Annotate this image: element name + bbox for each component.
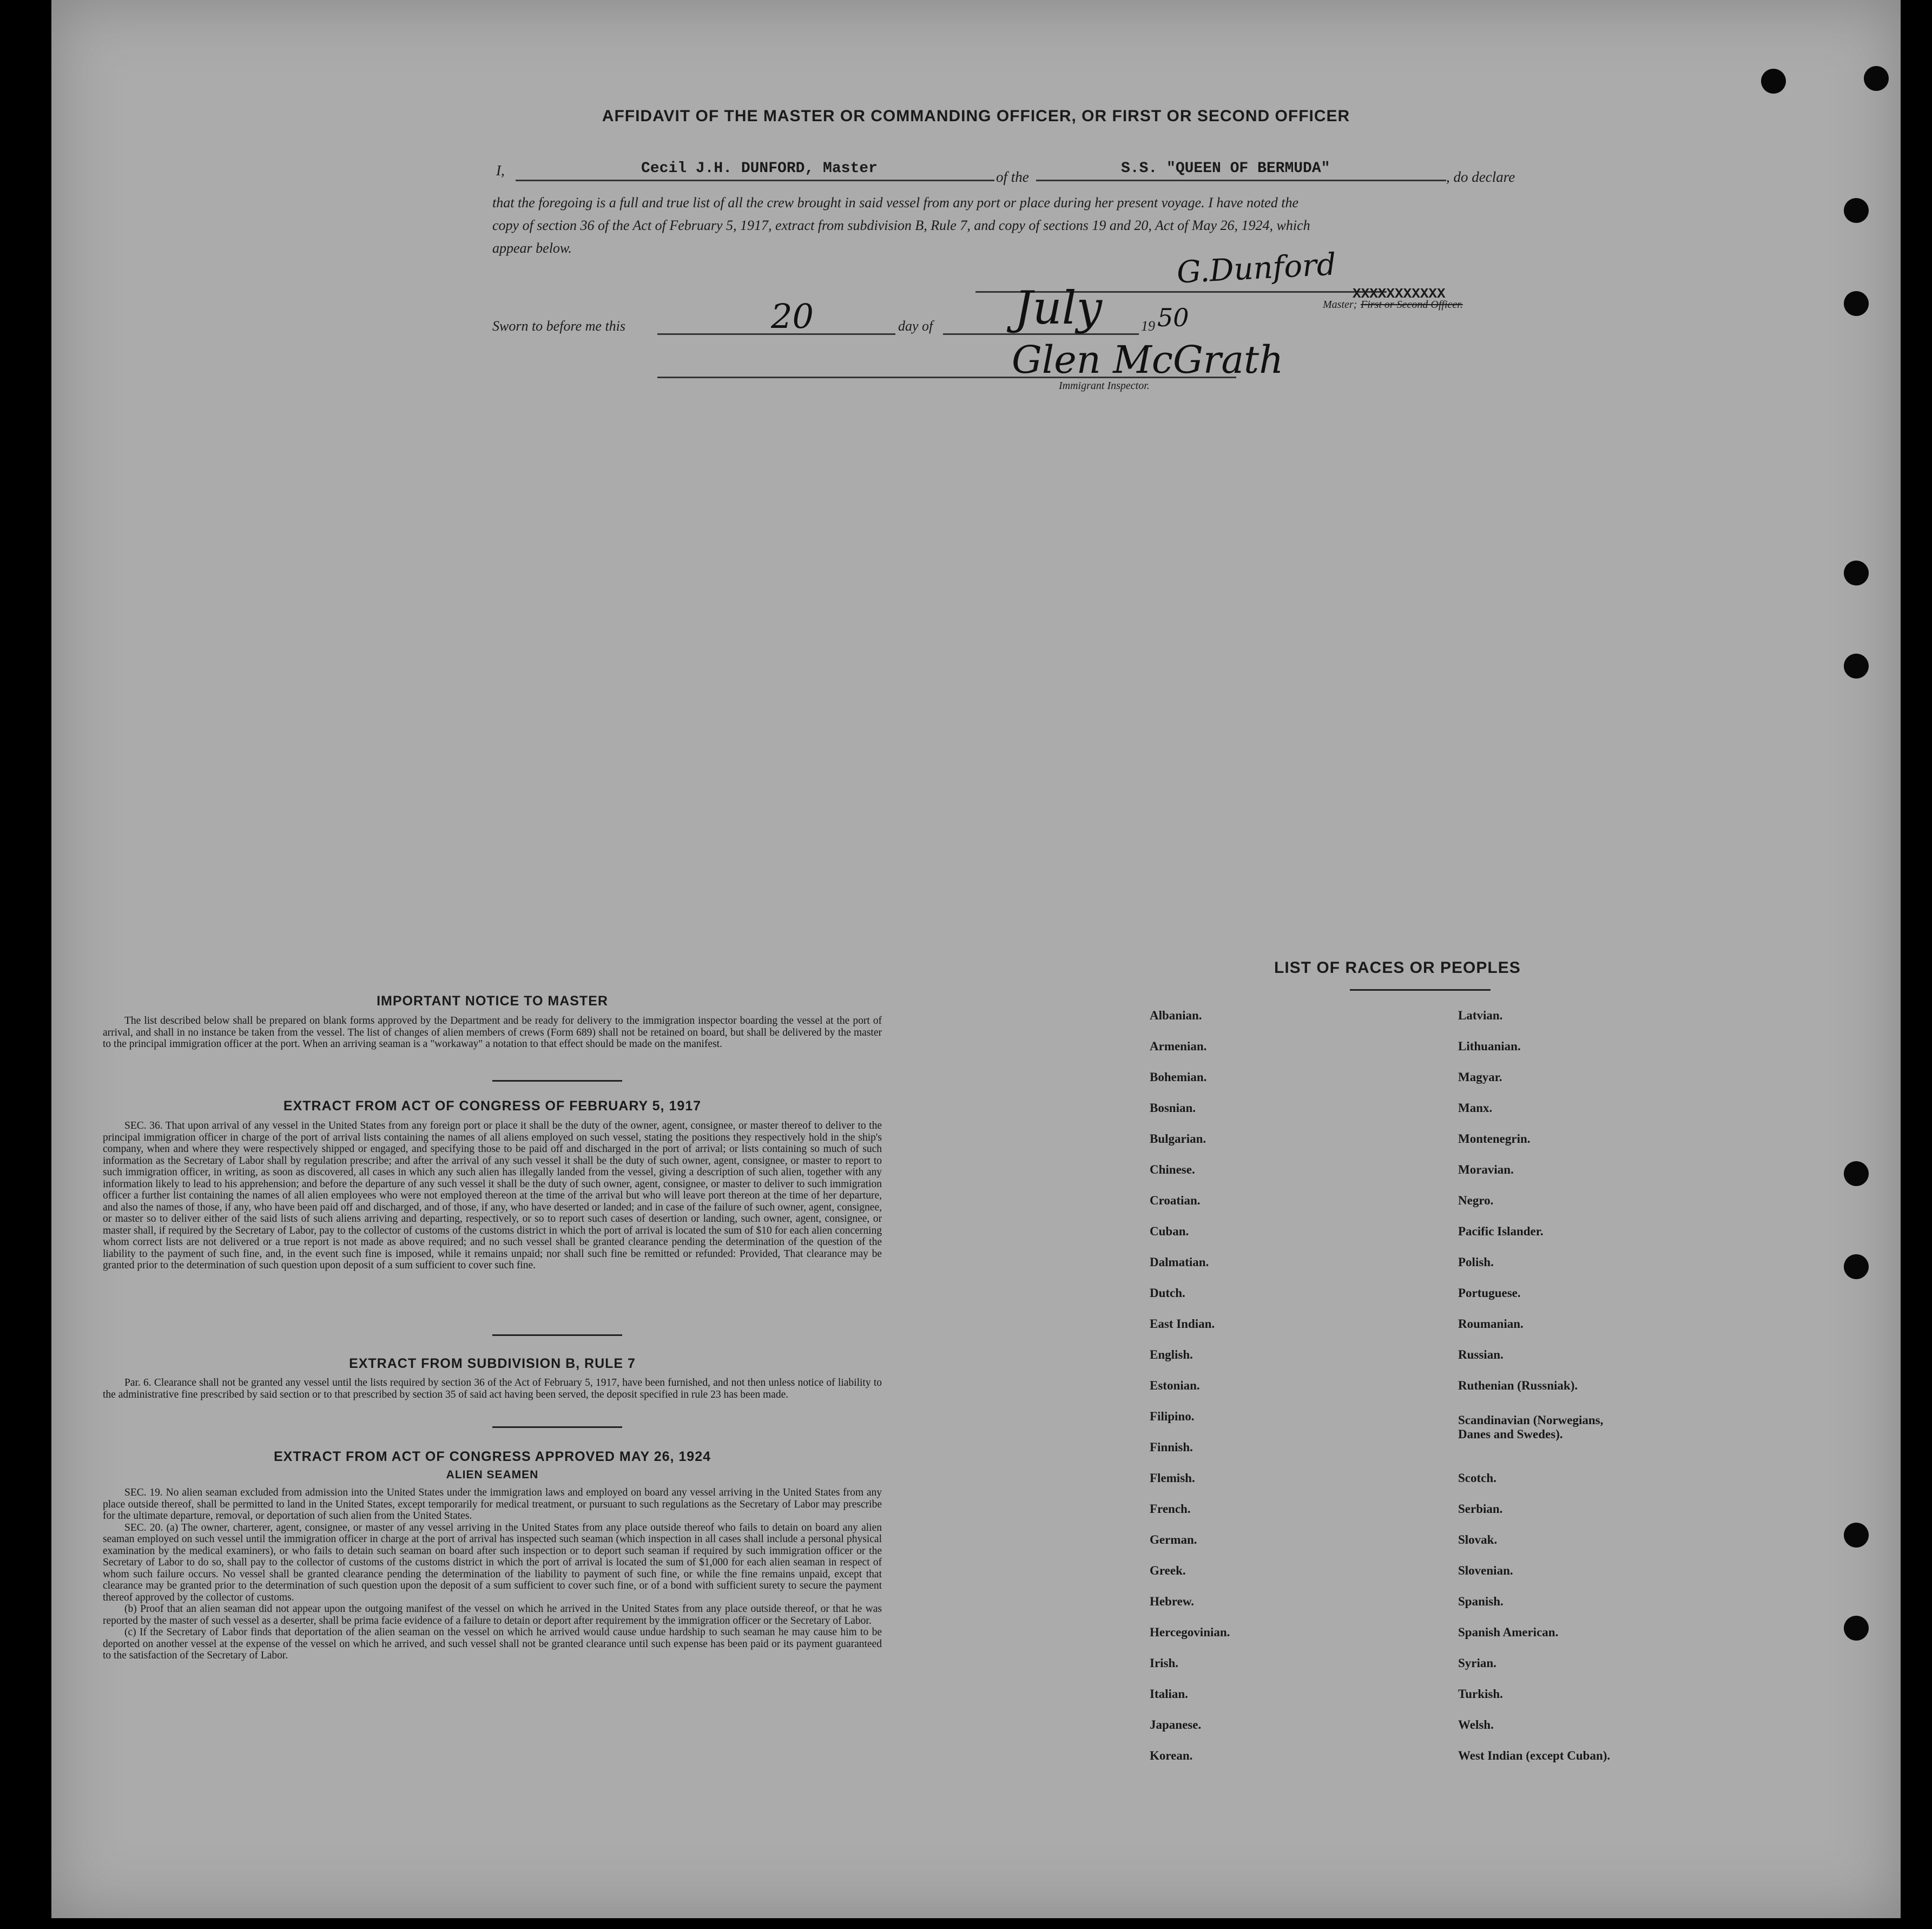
master-signature: G.Dunford <box>1176 247 1337 291</box>
race-item: Serbian. <box>1458 1502 1503 1516</box>
extract-1917-body <box>103 1120 882 1272</box>
race-item: Lithuanian. <box>1458 1039 1521 1053</box>
month-value: July <box>1014 281 1103 334</box>
declaration-line-2: that the foregoing is a full and true list of all the crew brought in said vessel from any port or place during her present voyage. I have noted the <box>492 195 1298 210</box>
section-20c-paragraph: (c) If the Secretary of Labor finds that deportation of the alien seaman on the vessel on which he arrived would cause undue hardship to such seaman he may cause him to be deported on another vessel at the expense of the vessel on which he arrived, and such vessel shall not be granted clearance until such expense has been paid or its payment guaranteed to the satisfaction of the Secretary of Labor. <box>103 1627 882 1661</box>
race-item: Moravian. <box>1458 1163 1514 1176</box>
binder-hole <box>1844 198 1869 223</box>
race-item: West Indian (except Cuban). <box>1458 1749 1611 1762</box>
extract-rule7-heading: EXTRACT FROM SUBDIVISION B, RULE 7 <box>349 1356 636 1371</box>
inspector-signature: Glen McGrath <box>1012 338 1284 382</box>
rule-7-paragraph: Par. 6. Clearance shall not be granted any vessel until the lists required by section 36 of the Act of February 5, 1917, have been furnished, and not then unless notice of liability to the administrative fine prescribed by said section or to that prescribed by section 35 of said act having been served, the deposit specified in rule 23 has been made. <box>103 1377 882 1400</box>
race-item: Scotch. <box>1458 1471 1496 1485</box>
race-item: Greek. <box>1150 1564 1186 1577</box>
section-divider <box>492 1334 622 1336</box>
race-item: English. <box>1150 1348 1193 1361</box>
extract-1924-body <box>103 1487 882 1662</box>
declaration-line-4: appear below. <box>492 240 572 256</box>
race-item: Portuguese. <box>1458 1286 1521 1300</box>
race-item: Slovak. <box>1458 1533 1498 1546</box>
race-item: Dalmatian. <box>1150 1255 1209 1269</box>
officer-overstrike: XXXXXXXXXXX <box>1353 286 1446 302</box>
binder-hole <box>1864 66 1889 91</box>
important-notice-body <box>103 1015 882 1050</box>
race-item: Armenian. <box>1150 1039 1207 1053</box>
binder-hole <box>1844 291 1869 316</box>
race-item: Manx. <box>1458 1101 1493 1115</box>
binder-hole <box>1844 1161 1869 1186</box>
binder-hole <box>1844 561 1869 585</box>
races-heading: LIST OF RACES OR PEOPLES <box>1274 959 1521 977</box>
race-item: Magyar. <box>1458 1070 1502 1084</box>
declaration-of-the: of the <box>996 169 1029 185</box>
race-item: Finnish. <box>1150 1440 1193 1454</box>
race-item: Montenegrin. <box>1458 1132 1531 1145</box>
day-of-label: day of <box>898 318 933 334</box>
race-item: Pacific Islander. <box>1458 1224 1544 1238</box>
section-divider <box>492 1426 622 1428</box>
vessel-name: S.S. "QUEEN OF BERMUDA" <box>1121 160 1330 177</box>
race-item: Hebrew. <box>1150 1595 1194 1608</box>
declaration-do-declare: , do declare <box>1446 169 1515 185</box>
race-item: Filipino. <box>1150 1410 1195 1423</box>
race-item: Dutch. <box>1150 1286 1185 1300</box>
race-item: Scandinavian (Norwegians, Danes and Swedes). <box>1458 1413 1604 1441</box>
day-value: 20 <box>771 297 814 336</box>
race-item: Slovenian. <box>1458 1564 1513 1577</box>
binder-hole <box>1761 69 1786 94</box>
race-item: Ruthenian (Russniak). <box>1458 1379 1578 1392</box>
race-item: Italian. <box>1150 1687 1188 1701</box>
binder-hole <box>1844 1254 1869 1279</box>
race-item: East Indian. <box>1150 1317 1215 1331</box>
bleed-through-text <box>105 400 118 425</box>
race-item: Irish. <box>1150 1656 1179 1670</box>
document-page <box>51 0 1901 1918</box>
race-item: Polish. <box>1458 1255 1494 1269</box>
race-item: Croatian. <box>1150 1194 1201 1207</box>
races-heading-rule <box>1350 989 1491 991</box>
race-item: Estonian. <box>1150 1379 1200 1392</box>
notice-paragraph: The list described below shall be prepared on blank forms approved by the Department and be ready for delivery to the immigration inspector boarding the vessel at the port of arrival, and shall in no instance be taken from the vessel. The list of changes of alien members of crews (Form 689) shall not be retained on board, but shall be delivered by the master to the principal immigration officer at the port. When an arriving seaman is a "workaway" a notation to that effect should be made on the manifest. <box>103 1015 882 1050</box>
sworn-prefix: Sworn to before me this <box>492 318 626 334</box>
section-20a-paragraph: SEC. 20. (a) The owner, charterer, agent, consignee, or master of any vessel arriving in the United States from any place outside thereof who fails to detain on board any alien seaman employed on such vessel until the immigration officer in charge at the port of arrival has inspected such seaman (which inspection in all cases shall include a personal physical examination by the medical examiners), or who fails to detain such seaman on board after such inspection or to deport such seaman if required by such immigration officer or the Secretary of Labor to do so, shall pay to the collector of customs of the customs district in which the port of arrival is located the sum of $1,000 for each alien seaman in respect of whom such failure occurs. No vessel shall be granted clearance pending the determination of the liability to payment of such fine, or while the fine remains unpaid, except that clearance may be granted prior to the determination of such question upon the deposit of a sum sufficient to cover such fine, or of a bond with sufficient surety to secure the payment thereof approved by the collector of customs. <box>103 1522 882 1603</box>
race-item: Roumanian. <box>1458 1317 1524 1331</box>
section-20b-paragraph: (b) Proof that an alien seaman did not appear upon the outgoing manifest of the vessel on which he arrived in the United States from any place outside thereof, or that he was reported by the master of such vessel as a deserter, shall be prima facie evidence of a failure to detain or deport after requirement by the immigration officer or the Secretary of Labor. <box>103 1603 882 1627</box>
alien-seamen-subheading: ALIEN SEAMEN <box>446 1469 539 1481</box>
extract-1917-heading: EXTRACT FROM ACT OF CONGRESS OF FEBRUARY 5, 1917 <box>283 1098 702 1114</box>
race-item: Hercegovinian. <box>1150 1625 1230 1639</box>
binder-hole <box>1844 1616 1869 1641</box>
year-value: 50 <box>1157 303 1189 332</box>
binder-hole <box>1844 654 1869 679</box>
race-item: Syrian. <box>1458 1656 1496 1670</box>
extract-1924-heading: EXTRACT FROM ACT OF CONGRESS APPROVED MAY 26, 1924 <box>273 1449 711 1464</box>
race-item: Latvian. <box>1458 1009 1503 1022</box>
race-item: Bosnian. <box>1150 1101 1196 1115</box>
declaration-line-3: copy of section 36 of the Act of February 5, 1917, extract from subdivision B, Rule 7, and copy of sections 19 and 20, Act of May 26, 1924, which <box>492 218 1310 233</box>
race-item: Spanish. <box>1458 1595 1504 1608</box>
race-item: Spanish American. <box>1458 1625 1559 1639</box>
race-item: Turkish. <box>1458 1687 1503 1701</box>
race-item: Negro. <box>1458 1194 1494 1207</box>
race-item: German. <box>1150 1533 1197 1546</box>
race-item: Welsh. <box>1458 1718 1494 1732</box>
race-item: Russian. <box>1458 1348 1504 1361</box>
race-item: French. <box>1150 1502 1191 1516</box>
race-item: Japanese. <box>1150 1718 1202 1732</box>
inspector-label: Immigrant Inspector. <box>1059 380 1150 392</box>
race-item: Flemish. <box>1150 1471 1195 1485</box>
affidavit-title: AFFIDAVIT OF THE MASTER OR COMMANDING OFFICER, OR FIRST OR SECOND OFFICER <box>602 107 1350 125</box>
declaration-pronoun: I, <box>496 162 505 179</box>
extract-rule7-body <box>103 1377 882 1400</box>
race-item: Albanian. <box>1150 1009 1202 1022</box>
race-item: Bulgarian. <box>1150 1132 1206 1145</box>
year-prefix: 19 <box>1141 318 1155 334</box>
important-notice-heading: IMPORTANT NOTICE TO MASTER <box>377 993 608 1009</box>
master-name: Cecil J.H. DUNFORD, Master <box>641 160 878 177</box>
race-item: Cuban. <box>1150 1224 1189 1238</box>
section-36-paragraph: SEC. 36. That upon arrival of any vessel in the United States from any foreign port or place it shall be the duty of the owner, agent, consignee, or master thereof to deliver to the principal immigration officer in charge of the port of arrival lists containing the names of all aliens employed on such vessel, stating the positions they respectively hold in the ship's company, when and where they were respectively shipped or engaged, and specifying those to be paid off and discharged in the port of arrival; or lists containing so much of such information as the Secretary of Labor shall by regulation prescribe; and after the arrival of any such vessel it shall be the duty of such owner, agent, consignee, or master to report to such immigration officer, in writing, as soon as discovered, all cases in which any such alien has illegally landed from the vessel, giving a description of such alien, together with any information likely to lead to his apprehension; and before the departure of any such vessel it shall be the duty of such owner, agent, consignee, or master to deliver to such immigration officer a further list containing the names of all alien employees who were not employed thereon at the time of the arrival but who will leave port thereon at the time of her departure, and also the names of those, if any, who have been paid off and discharged, and of those, if any, who have deserted or landed; and in case of the failure of such owner, agent, consignee, or master so to deliver either of the said lists of such aliens arriving and departing, respectively, or so to report such cases of desertion or landing, such owner, agent, consignee, or master shall, if required by the Secretary of Labor, pay to the collector of customs of the customs district in which the port of arrival is located the sum of $10 for each alien concerning whom correct lists are not delivered or a true report is not made as above required; and no such vessel shall be granted clearance pending the determination of the question of the liability to the payment of such fine, and, in the event such fine is imposed, while it remains unpaid; nor shall such fine be remitted or refunded: Provided, That clearance may be granted prior to the determination of such question upon deposit of a sum sufficient to cover such fine. <box>103 1120 882 1271</box>
master-label: Master; <box>1323 299 1357 311</box>
race-item: Bohemian. <box>1150 1070 1207 1084</box>
struck-officer-label: First or Second Officer. <box>1361 299 1463 311</box>
race-item: Chinese. <box>1150 1163 1195 1176</box>
binder-hole <box>1844 1523 1869 1548</box>
race-item: Korean. <box>1150 1749 1193 1762</box>
section-divider <box>492 1080 622 1082</box>
section-19-paragraph: SEC. 19. No alien seaman excluded from admission into the United States under the immigration laws and employed on board any vessel arriving in the United States from any place outside thereof, shall be permitted to land in the United States, except temporarily for medical treatment, or pursuant to such regulations as the Secretary of Labor may prescribe for the ultimate departure, removal, or deportation of such alien from the United States. <box>103 1487 882 1522</box>
